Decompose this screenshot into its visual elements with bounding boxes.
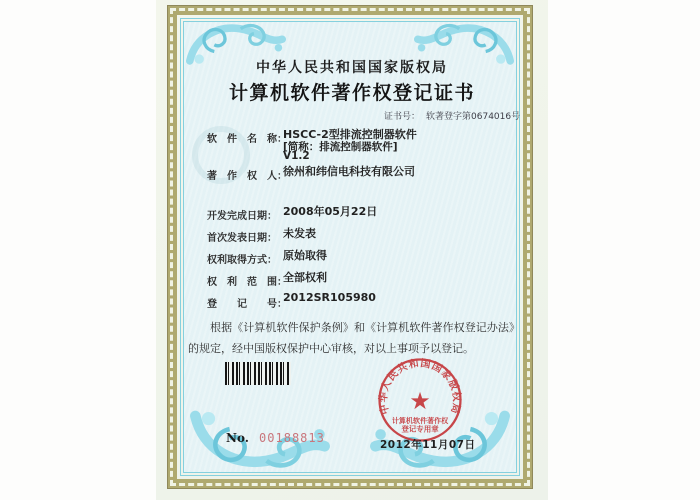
- field-label: 著 作 权 人：: [207, 171, 287, 182]
- field-value: HSCC-2型排流控制器软件: [283, 128, 417, 141]
- seal-type-line: 登记专用章: [401, 424, 439, 434]
- seal-star-icon: ★: [409, 386, 431, 415]
- seal-org-line: 计算机软件著作权: [391, 415, 449, 425]
- field-value: 2008年05月22日: [283, 205, 378, 218]
- authority-name: 中华人民共和国国家版权局: [256, 60, 448, 76]
- registration-statement: 根据《计算机软件保护条例》和《计算机软件著作权登记办法》的规定，经中国版权保护中心审核，对以上事项予以登记。: [188, 321, 520, 355]
- field-label: 登 记 号：: [207, 299, 287, 310]
- serial-prefix: No.: [226, 431, 249, 445]
- certificate-number-label: 证书号：: [384, 112, 421, 122]
- certificate-number-line: [384, 109, 520, 122]
- field-value: 2012SR105980: [283, 291, 376, 304]
- field-software-name: [207, 127, 417, 145]
- issue-date: 2012年11月07日: [380, 439, 476, 451]
- field-value: 未发表: [283, 227, 316, 240]
- field-dev-complete-date: [207, 204, 378, 222]
- certificate-number-value: 软著登字第0674016号: [426, 112, 521, 122]
- software-version: V1.2: [283, 150, 310, 162]
- seal-arc-text: 中华人民共和国国家版权局: [378, 358, 462, 416]
- field-value: 原始取得: [283, 249, 327, 262]
- field-label: 开发完成日期：: [207, 211, 277, 222]
- field-value: 徐州和纬信电科技有限公司: [283, 165, 415, 178]
- field-label: 首次发表日期：: [207, 233, 277, 244]
- field-label: 软 件 名 称：: [207, 134, 287, 145]
- certificate-page: [156, 0, 548, 500]
- official-seal: [376, 356, 464, 444]
- field-value: 全部权利: [283, 271, 327, 284]
- field-registration-number: [207, 291, 376, 310]
- field-label: 权 利 范 围：: [207, 277, 287, 288]
- barcode: [225, 362, 291, 385]
- field-first-publish-date: [207, 226, 316, 244]
- field-label: 权利取得方式：: [207, 255, 277, 266]
- field-right-acquisition: [207, 248, 327, 266]
- certificate-title: 计算机软件著作权登记证书: [228, 82, 475, 104]
- field-copyright-owner: [207, 164, 415, 182]
- field-right-scope: [207, 270, 327, 288]
- serial-number: [226, 427, 325, 446]
- serial-digits: 00188813: [259, 431, 325, 445]
- software-short-name: [简称：排流控制器软件]: [283, 141, 398, 153]
